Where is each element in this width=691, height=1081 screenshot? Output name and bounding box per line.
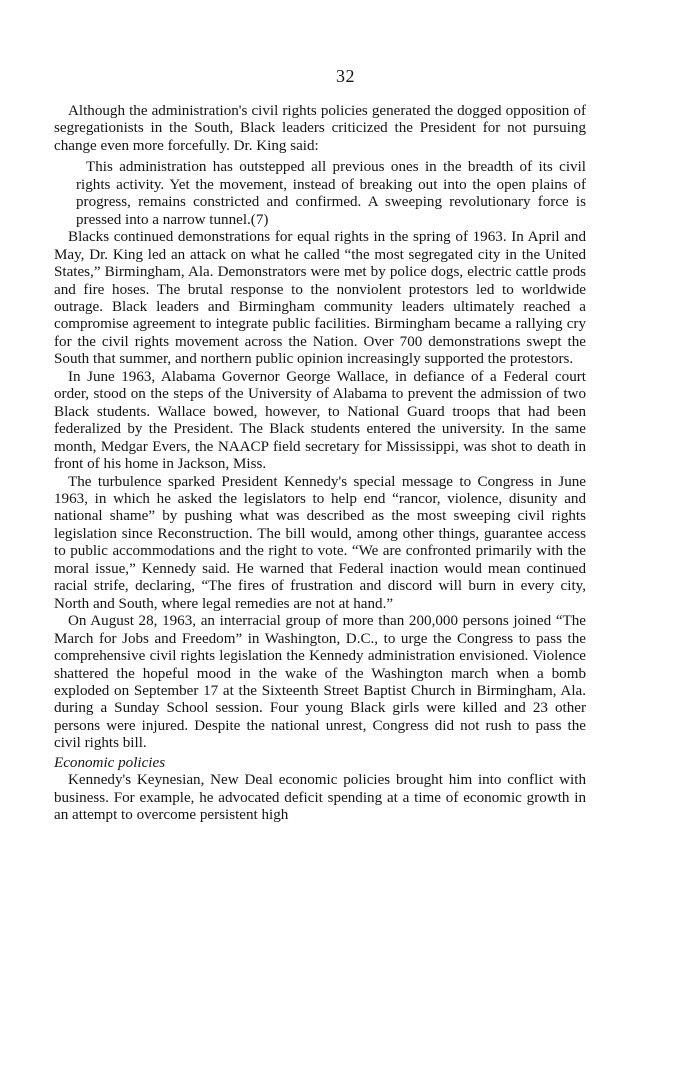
- block-quote-king: This administration has outstepped all previous ones in the breadth of its civil rights activity. Yet the movement, instead of breaking out into the open plains of progress, remains constricted and confirmed. A sweeping revolutionary force is pressed into a narrow tunnel.(7): [76, 159, 586, 228]
- paragraph-special-message: The turbulence sparked President Kennedy's special message to Congress in June 1963, in which he asked the legislators to help end “rancor, violence, disunity and national shame” by pushing what was described as the most sweeping civil rights legislation since Reconstruction. The bill would, among other things, guarantee access to public accommodations and the right to vote. “We are confronted primarily with the moral issue,” Kennedy said. He warned that Federal inaction would mean continued racial strife, declaring, “The fires of frustration and discord will burn in every city, North and South, where legal remedies are not at hand.”: [54, 473, 586, 612]
- paragraph-wallace: In June 1963, Alabama Governor George Wallace, in defiance of a Federal court order, stood on the steps of the University of Alabama to prevent the admission of two Black students. Wallace bowed, however, to National Guard troops that had been federalized by the President. The Black students entered the university. In the same month, Medgar Evers, the NAACP field secretary for Mississippi, was shot to death in front of his home in Jackson, Miss.: [54, 368, 586, 473]
- paragraph-economic: Kennedy's Keynesian, New Deal economic policies brought him into conflict with business. For example, he advocated deficit spending at a time of economic growth in an attempt to overcome persistent high: [54, 772, 586, 824]
- section-heading-economic-policies: Economic policies: [54, 754, 166, 771]
- page-body: [54, 103, 586, 825]
- paragraph-birmingham: Blacks continued demonstrations for equal rights in the spring of 1963. In April and May, Dr. King led an attack on what he called “the most segregated city in the United States,” Birmingham, Ala. Demonstrators were met by police dogs, electric cattle prods and fire hoses. The brutal response to the nonviolent protestors led to worldwide outrage. Black leaders and Birmingham community leaders ultimately reached a compromise agreement to integrate public facilities. Birmingham became a rallying cry for the civil rights movement across the Nation. Over 700 demonstrations swept the South that summer, and northern public opinion increasingly supported the protestors.: [54, 229, 586, 368]
- paragraph-opposition: Although the administration's civil rights policies generated the dogged opposition of segregationists in the South, Black leaders criticized the President for not pursuing change even more forcefully. Dr. King said:: [54, 103, 586, 154]
- page-number: 32: [336, 66, 355, 86]
- paragraph-march: On August 28, 1963, an interracial group of more than 200,000 persons joined “The March for Jobs and Freedom” in Washington, D.C., to urge the Congress to pass the comprehensive civil rights legislation the Kennedy administration envisioned. Violence shattered the hopeful mood in the wake of the Washington march when a bomb exploded on September 17 at the Sixteenth Street Baptist Church in Birmingham, Ala. during a Sunday School session. Four young Black girls were killed and 23 other persons were injured. Despite the national unrest, Congress did not rush to pass the civil rights bill.: [54, 613, 586, 752]
